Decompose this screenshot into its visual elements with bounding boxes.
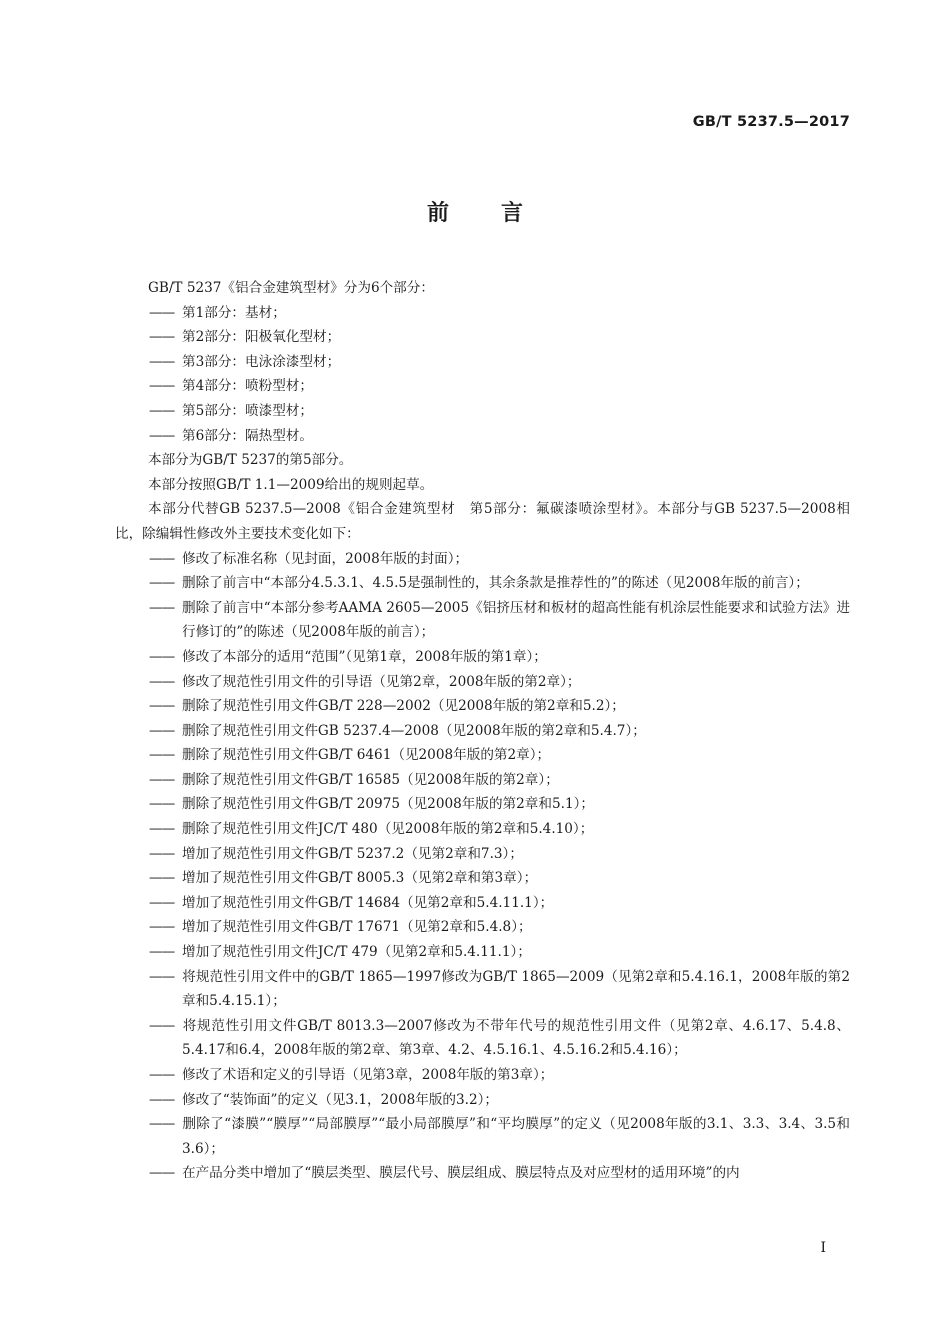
list-item: —— 第5部分：喷漆型材； [149, 402, 313, 419]
list-item: —— 第6部分：隔热型材。 [149, 427, 313, 444]
statement-paragraph: 本部分代替GB 5237.5—2008《铝合金建筑型材 第5部分：氟碳漆喷涂型材》。本部分与GB 5237.5—2008相比，除编辑性修改外主要技术变化如下： [115, 501, 850, 542]
list-item: —— 删除了前言中“本部分参考AAMA 2605—2005《铝挤压材和板材的超高性能有机涂层性能要求和试验方法》进行修订的”的陈述（见2008年版的前言）； [149, 599, 850, 641]
list-item: —— 删除了规范性引用文件GB/T 228—2002（见2008年版的第2章和5.2）； [149, 698, 625, 715]
list-item: —— 第3部分：电泳涂漆型材； [149, 353, 341, 370]
intro-paragraph: GB/T 5237《铝合金建筑型材》分为6个部分： [148, 280, 434, 296]
foreword-body [115, 276, 850, 1186]
list-item: —— 修改了“装饰面”的定义（见3.1，2008年版的3.2）； [149, 1091, 499, 1108]
page-number: I [820, 1240, 826, 1256]
list-item: —— 第4部分：喷粉型材； [149, 378, 313, 395]
statement-paragraph: 本部分为GB/T 5237的第5部分。 [148, 452, 353, 469]
list-item: —— 删除了规范性引用文件JC/T 480（见2008年版的第2章和5.4.10）； [149, 821, 594, 838]
list-item: —— 第1部分：基材； [149, 304, 286, 321]
statement-paragraph: 本部分按照GB/T 1.1—2009给出的规则起草。 [148, 476, 434, 493]
list-item: —— 增加了规范性引用文件GB/T 17671（见第2章和5.4.8）； [149, 919, 532, 936]
list-item: —— 将规范性引用文件GB/T 8013.3—2007修改为不带年代号的规范性引用文件（见第2章、4.6.17、5.4.8、5.4.17和6.4，2008年版的第2章、第3章、4.2、4.5.16.1、4.5.16.2和5.4.16）； [149, 1017, 850, 1059]
list-item: —— 增加了规范性引用文件GB/T 14684（见第2章和5.4.11.1）； [149, 894, 554, 911]
list-item: —— 删除了“漆膜”“膜厚”“局部膜厚”“最小局部膜厚”和“平均膜厚”的定义（见2008年版的3.1、3.3、3.4、3.5和3.6）； [149, 1116, 850, 1157]
list-item: —— 删除了规范性引用文件GB/T 20975（见2008年版的第2章和5.1）； [149, 796, 594, 813]
list-item: —— 删除了前言中“本部分4.5.3.1、4.5.5是强制性的，其余条款是推荐性的”的陈述（见2008年版的前言）； [149, 575, 809, 592]
list-item: —— 增加了规范性引用文件JC/T 479（见第2章和5.4.11.1）； [149, 944, 531, 961]
list-item: —— 增加了规范性引用文件GB/T 8005.3（见第2章和第3章）； [149, 870, 538, 887]
list-item: —— 修改了规范性引用文件的引导语（见第2章，2008年版的第2章）； [149, 673, 581, 690]
list-item: —— 将规范性引用文件中的GB/T 1865—1997修改为GB/T 1865—2009（见第2章和5.4.16.1，2008年版的第2章和5.4.15.1）； [149, 968, 850, 1010]
list-item: —— 在产品分类中增加了“膜层类型、膜层代号、膜层组成、膜层特点及对应型材的适用环境”的内 [149, 1165, 740, 1182]
list-item: —— 删除了规范性引用文件GB/T 6461（见2008年版的第2章）； [149, 747, 551, 764]
list-item: —— 增加了规范性引用文件GB/T 5237.2（见第2章和7.3）； [149, 845, 523, 862]
standard-code: GB/T 5237.5—2017 [692, 114, 850, 130]
list-item: —— 修改了术语和定义的引导语（见第3章，2008年版的第3章）； [149, 1067, 554, 1083]
page-title: 前言 [426, 201, 575, 226]
list-item: —— 删除了规范性引用文件GB 5237.4—2008（见2008年版的第2章和5.4.7）； [149, 722, 646, 739]
list-item: —— 修改了标准名称（见封面，2008年版的封面）； [149, 550, 469, 567]
list-item: —— 修改了本部分的适用“范围”（见第1章，2008年版的第1章）； [149, 648, 547, 665]
list-item: —— 第2部分：阳极氧化型材； [149, 329, 341, 346]
list-item: —— 删除了规范性引用文件GB/T 16585（见2008年版的第2章）； [149, 771, 559, 788]
